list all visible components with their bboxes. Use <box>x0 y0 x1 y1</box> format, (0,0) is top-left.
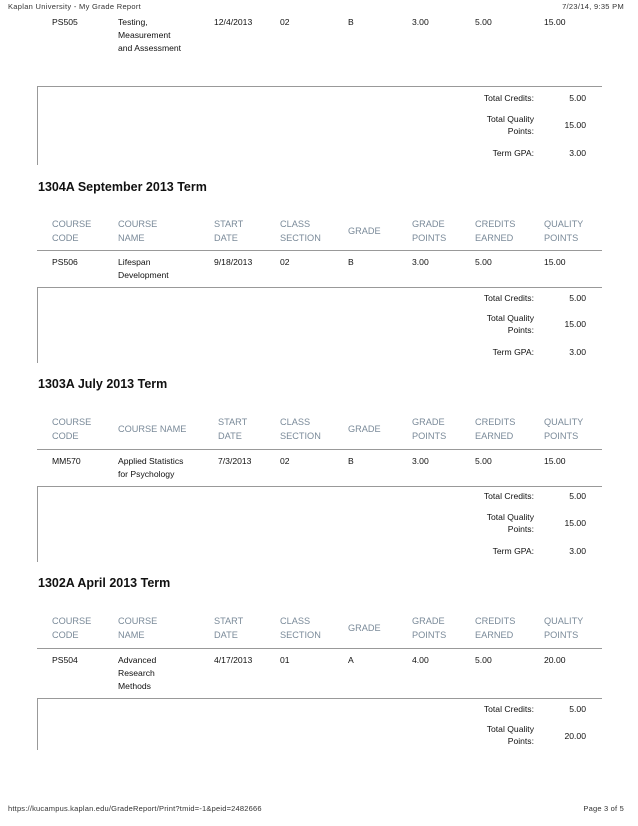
total-quality-value: 15.00 <box>564 319 586 329</box>
summary-border <box>37 287 38 363</box>
quality-points: 15.00 <box>544 257 566 267</box>
course-code: PS504 <box>52 655 78 665</box>
col-class-section: CLASS SECTION <box>280 616 321 640</box>
total-quality-value: 15.00 <box>564 120 586 130</box>
row-divider <box>37 287 602 288</box>
total-credits-label: Total Credits: <box>483 93 534 103</box>
quality-points: 15.00 <box>544 17 566 27</box>
total-credits-value: 5.00 <box>569 704 586 714</box>
total-credits-label: Total Credits: <box>483 491 534 501</box>
term-gpa-label: Term GPA: <box>492 546 534 556</box>
quality-points: 20.00 <box>544 655 566 665</box>
course-code: PS505 <box>52 17 78 27</box>
start-date: 7/3/2013 <box>218 456 252 466</box>
course-name: Lifespan Development <box>118 257 169 280</box>
col-quality-points: QUALITY POINTS <box>544 417 584 441</box>
grade-points: 3.00 <box>412 17 429 27</box>
term-gpa-value: 3.00 <box>569 347 586 357</box>
row-divider <box>37 486 602 487</box>
header-divider <box>37 449 602 450</box>
total-credits-value: 5.00 <box>569 491 586 501</box>
col-course-name: COURSE NAME <box>118 616 158 640</box>
course-name: Advanced Research Methods <box>118 655 157 691</box>
credits-earned: 5.00 <box>475 257 492 267</box>
total-credits-value: 5.00 <box>569 93 586 103</box>
col-grade: GRADE <box>348 226 381 236</box>
row-divider <box>37 698 602 699</box>
term-title: 1303A July 2013 Term <box>38 377 168 391</box>
col-class-section: CLASS SECTION <box>280 219 321 243</box>
term-title: 1304A September 2013 Term <box>38 180 207 194</box>
col-credits-earned: CREDITS EARNED <box>475 616 516 640</box>
term-gpa-value: 3.00 <box>569 148 586 158</box>
col-class-section: CLASS SECTION <box>280 417 321 441</box>
credits-earned: 5.00 <box>475 456 492 466</box>
grade-points: 4.00 <box>412 655 429 665</box>
col-grade: GRADE <box>348 623 381 633</box>
course-code: PS506 <box>52 257 78 267</box>
term-gpa-label: Term GPA: <box>492 148 534 158</box>
grade-points: 3.00 <box>412 257 429 267</box>
term-gpa-value: 3.00 <box>569 546 586 556</box>
term-title: 1302A April 2013 Term <box>38 576 171 590</box>
col-course-name: COURSE NAME <box>118 424 187 434</box>
col-course-name: COURSE NAME <box>118 219 158 243</box>
grade: B <box>348 257 354 267</box>
total-credits-label: Total Credits: <box>483 704 534 714</box>
header-divider <box>37 648 602 649</box>
col-grade-points: GRADE POINTS <box>412 219 447 243</box>
start-date: 12/4/2013 <box>214 17 253 27</box>
col-grade-points: GRADE POINTS <box>412 616 447 640</box>
col-credits-earned: CREDITS EARNED <box>475 219 516 243</box>
grade-points: 3.00 <box>412 456 429 466</box>
total-quality-label: Total Quality Points: <box>486 313 534 335</box>
start-date: 4/17/2013 <box>214 655 253 665</box>
col-grade-points: GRADE POINTS <box>412 417 447 441</box>
quality-points: 15.00 <box>544 456 566 466</box>
start-date: 9/18/2013 <box>214 257 253 267</box>
total-quality-label: Total Quality Points: <box>486 724 534 746</box>
total-quality-label: Total Quality Points: <box>486 512 534 534</box>
grade: A <box>348 655 354 665</box>
grade: B <box>348 17 354 27</box>
col-start-date: START DATE <box>214 219 244 243</box>
class-section: 02 <box>280 17 290 27</box>
term-gpa-label: Term GPA: <box>492 347 534 357</box>
col-credits-earned: CREDITS EARNED <box>475 417 516 441</box>
class-section: 02 <box>280 456 290 466</box>
course-code: MM570 <box>52 456 81 466</box>
credits-earned: 5.00 <box>475 17 492 27</box>
class-section: 02 <box>280 257 290 267</box>
summary-border <box>37 698 38 750</box>
credits-earned: 5.00 <box>475 655 492 665</box>
total-quality-value: 15.00 <box>564 518 586 528</box>
col-course-code: COURSE CODE <box>52 616 92 640</box>
col-quality-points: QUALITY POINTS <box>544 616 584 640</box>
total-quality-label: Total Quality Points: <box>486 114 534 136</box>
total-quality-value: 20.00 <box>564 731 586 741</box>
col-start-date: START DATE <box>218 417 248 441</box>
class-section: 01 <box>280 655 290 665</box>
header-divider <box>37 250 602 251</box>
col-course-code: COURSE CODE <box>52 219 92 243</box>
total-credits-label: Total Credits: <box>483 293 534 303</box>
print-footer-url: https://kucampus.kaplan.edu/GradeReport/Print?tmid=-1&peid=2482666 <box>8 804 262 813</box>
grade: B <box>348 456 354 466</box>
col-quality-points: QUALITY POINTS <box>544 219 584 243</box>
course-name: Applied Statistics for Psychology <box>118 456 184 479</box>
col-course-code: COURSE CODE <box>52 417 92 441</box>
col-start-date: START DATE <box>214 616 244 640</box>
print-header-title: Kaplan University - My Grade Report <box>8 2 142 11</box>
total-credits-value: 5.00 <box>569 293 586 303</box>
summary-border <box>37 86 38 165</box>
row-divider <box>37 86 602 87</box>
print-header-datetime: 7/23/14, 9:35 PM <box>562 2 624 11</box>
print-footer-page: Page 3 of 5 <box>583 804 624 813</box>
summary-border <box>37 486 38 562</box>
course-name: Testing, Measurement and Assessment <box>118 17 182 53</box>
col-grade: GRADE <box>348 424 381 434</box>
